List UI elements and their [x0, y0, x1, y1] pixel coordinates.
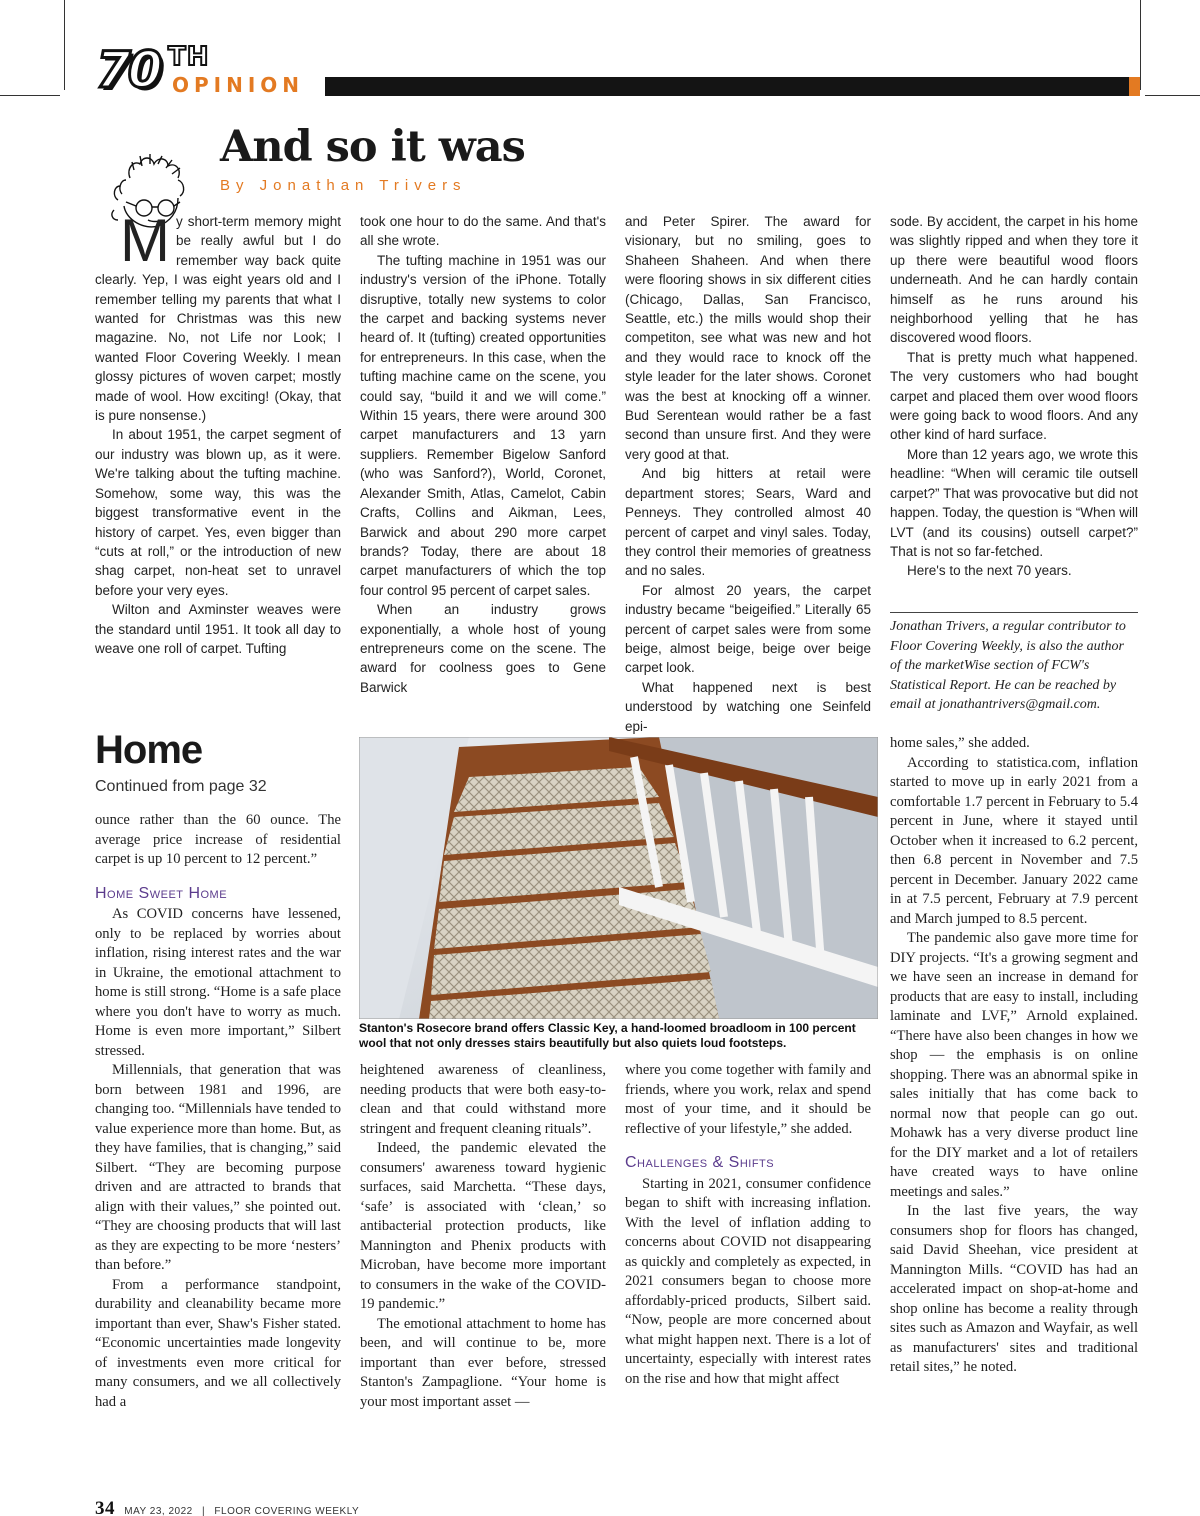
paragraph: sode. By accident, the carpet in his home was slightly ripped and when they tore it up there were beautiful wood floors underneath. And he can hardly contain himself as he runs around his neighborhood yelling that he has discovered wood floors. [890, 214, 1138, 346]
paragraph: Indeed, the pandemic elevated the consumers' awareness toward hygienic surfaces, said Marchetta. “These days, ‘safe’ is associated with ‘clean,’ so antibacterial protection products, like Mannington and Phenix products with Microban, have become more important to consumers in the wake of the COVID-19 pandemic.” [360, 1140, 606, 1312]
paragraph: The emotional attachment to home has been, and will continue to be, more important than ever before, stressed Stanton's Zampaglione. “Your home is your most important asset — [360, 1315, 606, 1410]
lead-paragraph [95, 207, 341, 425]
staircase-photo [359, 737, 878, 1019]
publication-name: FLOOR COVERING WEEKLY [214, 1506, 360, 1516]
article-byline: By Jonathan Trivers [220, 177, 467, 194]
paragraph: In about 1951, the carpet segment of our industry was blown up, as it were. We're talking about the tufting machine. Somehow, some way, this was the biggest transformative event in the history of carpet. Yes, even bigger than “cuts at roll,” or the introduction of new shag carpet, non-heat set to unravel before your very eyes. [95, 427, 341, 598]
crop-mark [0, 95, 60, 96]
story-title: Home [95, 728, 203, 772]
paragraph: The pandemic also gave more time for DIY projects. “It's a growing segment and we have seen an increase in demand for products that are easy to install, including laminate and LVF,” Arnold explained. “There have also been changes in how we shop — the emphasis is on online shopping. There was an abnormal spike in sales initially that has come back to normal now that people can go out. Mohawk has a very diverse product line for the DIY market and a lot of retailers have created ways to have online meetings and sales.” [890, 930, 1138, 1200]
paragraph: Millennials, that generation that was born between 1981 and 1996, are changing too. “Millennials have tended to value experience more than home. But, as they have families, that is changing,” said Silbert. “They are becoming purpose driven and are attracted to brands that align with their values,” she pointed out. “They are choosing products that will last as they are expecting to be more ‘nesters’ than before.” [95, 1062, 341, 1273]
paragraph: As COVID concerns have lessened, only to be replaced by worries about inflation, rising interest rates and the war in Ukraine, the emotional attachment to home is still strong. “Home is a safe place where you don't have to worry as much. Home is even more important,” Silbert stressed. [95, 906, 342, 1059]
paragraph: Here's to the next 70 years. [907, 563, 1072, 579]
paragraph: home sales,” she added. [890, 735, 1030, 751]
drop-cap: M [120, 207, 170, 274]
page-footer [95, 1498, 359, 1516]
crop-mark [1140, 0, 1141, 90]
article-column-1 [95, 207, 341, 658]
paragraph: Starting in 2021, consumer confidence began to shift with increasing inflation. With the level of inflation adding to concerns about COVID not disappearing as quickly and completely as expected, in 2021 consumers began to choose more affordably-priced products, Silbert said. “Now, people are more concerned about what might happen next. There is a lot of uncertainty, especially with interest rates on the rise and how that might affect [625, 1175, 871, 1387]
paragraph: where you come together with family and friends, where you work, relax and spend most of your time, and it should be reflective of your lifestyle,” she added. [625, 1062, 871, 1137]
page-number: 34 [95, 1498, 115, 1516]
lead-text: y short-term memory might be really awful but I do remember way back quite clearly. Yep, I was eight years old and I remember telling my parents that what I wanted for Christmas was this new magazine. No, not Life nor Look; I wanted Floor Covering Weekly. I mean glossy pictures of woven carpet; mostly made of wool. How exciting! (Okay, that is pure nonsense.) [95, 214, 341, 424]
paragraph: and Peter Spirer. The award for visionary, but no smiling, goes to Shaheen Shaheen. And when there were flooring shows in six different cities (Chicago, Dallas, San Francisco, Seattle, etc.) the mills would shop their competiton, see what was new and hot and they would race to knock off the style leader for the later shows. Coronet was the best at knocking off a winner. Bud Serentean would rather be a fast second than unsure first. And they were very good at that. [625, 214, 871, 462]
article-column-2 [360, 212, 606, 697]
article-column-4 [890, 212, 1138, 581]
paragraph: When an industry grows exponentially, a whole host of young entrepreneurs come on the scene. The award for coolness goes to Gene Barwick [360, 602, 606, 695]
paragraph: From a performance standpoint, durability and cleanability became more important than ever, Shaw's Fisher stated. “Economic uncertainties made longevity of investments even more critical for many consumers, and we all collectively had a [95, 1276, 341, 1410]
badge-number: 70 [96, 41, 160, 99]
footer-separator: | [202, 1506, 206, 1516]
paragraph: What happened next is best understood by watching one Seinfeld epi- [625, 679, 871, 734]
story-column-2 [360, 1061, 606, 1412]
paragraph: ounce rather than the 60 ounce. The average price increase of residential carpet is up 10 percent to 12 percent.” [95, 812, 341, 867]
issue-date: MAY 23, 2022 [124, 1506, 193, 1516]
article-column-3 [625, 212, 871, 736]
crop-mark [1145, 95, 1200, 96]
story-column-3 [625, 1061, 871, 1389]
author-bio: Jonathan Trivers, a regular contributor to Floor Covering Weekly, is also the author of the marketWise section of FCW's Statistical Report. He can be reached by email at jonathantrivers@gmail.com. [890, 612, 1138, 715]
section-label: OPINION [172, 73, 305, 97]
crop-mark [64, 0, 65, 90]
paragraph: heightened awareness of cleanliness, needing products that were both easy-to-clean and that could withstand more stringent and frequent cleaning rituals”. [360, 1062, 606, 1137]
paragraph: More than 12 years ago, we wrote this headline: “When will ceramic tile outsell carpet?” That was provocative but did not happen. Today, the question is “When will LVT (and its cousins) outsell carpet?” That is not so far-fetched. [890, 446, 1138, 559]
paragraph: The tufting machine in 1951 was our industry's version of the iPhone. Totally disruptive, totally new systems to color the carpet and backing systems never heard of. It (tufting) created opportunities for entrepreneurs. In this case, when the tufting machine came on the scene, you could say, “build it and we will come.” Within 15 years, there were around 300 carpet manufacturers and 13 yarn suppliers. Remember Bigelow Sanford (who was Sanford?), World, Coronet, Alexander Smith, Atlas, Camelot, Cabin Crafts, Collins and Aikman, Lees, Barwick and about 290 more carpet brands? Today, there are about 18 carpet manufacturers of which the top four control 95 percent of carpet sales. [360, 252, 606, 598]
subhead: Home Sweet Home [95, 884, 228, 902]
photo-caption: Stanton's Rosecore brand offers Classic Key, a hand-loomed broadloom in 100 percent wool that not only dresses stairs beautifully but also quiets loud footsteps. [359, 1021, 856, 1050]
paragraph: According to statistica.com, inflation started to move up in early 2021 from a comfortable 1.7 percent in February to 5.4 percent in June, where it stayed until October when it increased to 6.2 percent, then 6.8 percent in November and 7.5 percent in December. January 2022 came in at 7.5 percent, February at 7.9 percent and March jumped to 8.5 percent. [890, 754, 1138, 927]
header-bar-accent [1129, 77, 1140, 96]
paragraph: And big hitters at retail were department stores; Sears, Ward and Penneys. They controlled almost 40 percent of carpet and vinyl sales. Today, they control their memories of greatness and no sales. [625, 466, 871, 579]
subhead: Challenges & Shifts [625, 1154, 775, 1171]
paragraph: took one hour to do the same. And that's all she wrote. [360, 214, 606, 249]
article-headline: And so it was [220, 122, 525, 172]
continued-from-label: Continued from page 32 [95, 778, 267, 795]
paragraph: In the last five years, the way consumers shop for floors has changed, said David Sheehan, vice president at Mannington Mills. “COVID has had an accelerated impact on shop-at-home and shop online has become a reality through sites such as Amazon and Wayfair, as well as manufacturers' sites and traditional retail sites,” he noted. [890, 1203, 1138, 1375]
paragraph: For almost 20 years, the carpet industry became “beigeified.” Literally 65 percent of carpet sales were from some beige, almost beige, beige over beige carpet look. [625, 582, 871, 676]
paragraph: Wilton and Axminster weaves were the standard until 1951. It took all day to weave one roll of carpet. Tufting [95, 602, 341, 656]
story-column-4 [890, 734, 1138, 1378]
story-column-1 [95, 811, 341, 1412]
badge-suffix: TH [168, 42, 210, 72]
header-bar [325, 77, 1140, 96]
paragraph: That is pretty much what happened. The very customers who had bought carpet and placed them over wood floors were going back to wood floors. And any other kind of hard surface. [890, 349, 1138, 443]
